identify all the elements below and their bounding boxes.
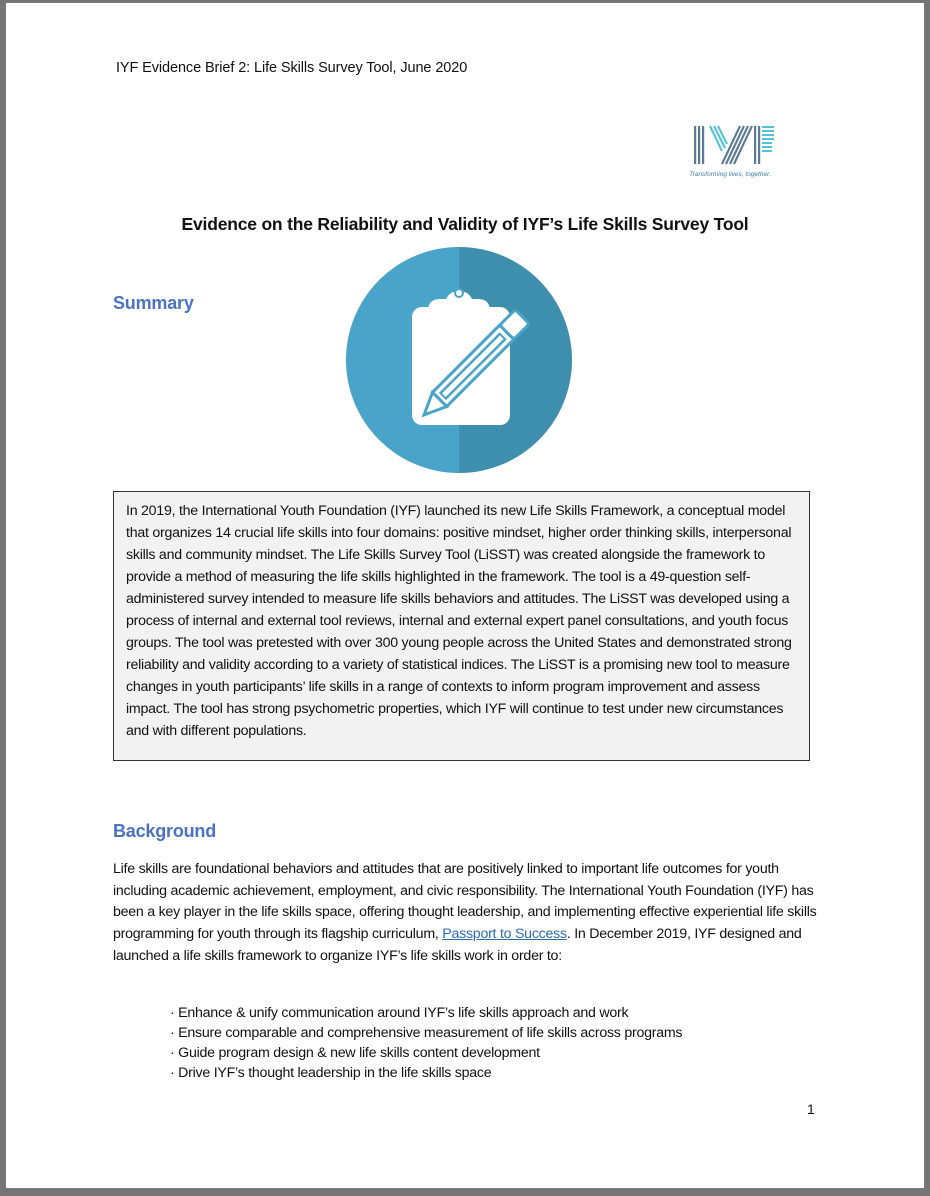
passport-to-success-link[interactable]: Passport to Success — [442, 926, 567, 943]
summary-heading: Summary — [113, 293, 194, 313]
background-heading: Background — [113, 821, 217, 841]
list-item: · Drive IYF’s thought leadership in the life skills space — [170, 1063, 682, 1083]
background-paragraph — [113, 859, 825, 968]
list-item: · Guide program design & new life skills content development — [170, 1043, 682, 1063]
framework-goals-list — [170, 1003, 682, 1083]
logo-tagline: Transforming lives, together. — [689, 171, 771, 178]
document-page — [6, 3, 924, 1188]
hero-illustration — [346, 247, 572, 473]
list-item: · Enhance & unify communication around IYF’s life skills approach and work — [170, 1003, 682, 1023]
list-item: · Ensure comparable and comprehensive measurement of life skills across programs — [170, 1023, 682, 1043]
summary-box — [113, 491, 810, 761]
iyf-logo-mark-icon — [674, 121, 786, 171]
iyf-logo — [674, 121, 786, 181]
background-text-part-2: . In December 2019, IYF designed and launched a life skills framework to organize IYF’s life skills work in order to: — [113, 926, 802, 964]
clipboard-pencil-icon — [346, 247, 572, 473]
background-text-part-1: Life skills are foundational behaviors and attitudes that are positively linked to important life outcomes for youth including academic achievement, employment, and civic responsibility. The International Youth Foundation (IYF) has been a key player in the life skills space, offering thought leadership, and implementing effective experiential life skills programming for youth through its flagship curriculum, — [113, 861, 817, 943]
document-title: Evidence on the Reliability and Validity of IYF’s Life Skills Survey Tool — [181, 214, 749, 234]
summary-text: In 2019, the International Youth Foundation (IYF) launched its new Life Skills Framework, a conceptual model that organizes 14 crucial life skills into four domains: positive mindset, higher order thinking skills, interpersonal skills and community mindset. The Life Skills Survey Tool (LiSST) was created alongside the framework to provide a method of measuring the life skills highlighted in the framework. The tool is a 49-question self-administered survey intended to measure life skills behaviors and attitudes. The LiSST was developed using a process of internal and external tool reviews, internal and external expert panel consultations, and youth focus groups. The tool was pretested with over 300 young people across the United States and demonstrated strong reliability and validity according to a variety of statistical indices. The LiSST is a promising new tool to measure changes in youth participants’ life skills in a range of contexts to inform program improvement and assess impact. The tool has strong psychometric properties, which IYF will continue to test under new circumstances and with different populations. — [126, 503, 792, 739]
page-number: 1 — [807, 1101, 815, 1117]
running-header: IYF Evidence Brief 2: Life Skills Survey Tool, June 2020 — [116, 60, 468, 76]
